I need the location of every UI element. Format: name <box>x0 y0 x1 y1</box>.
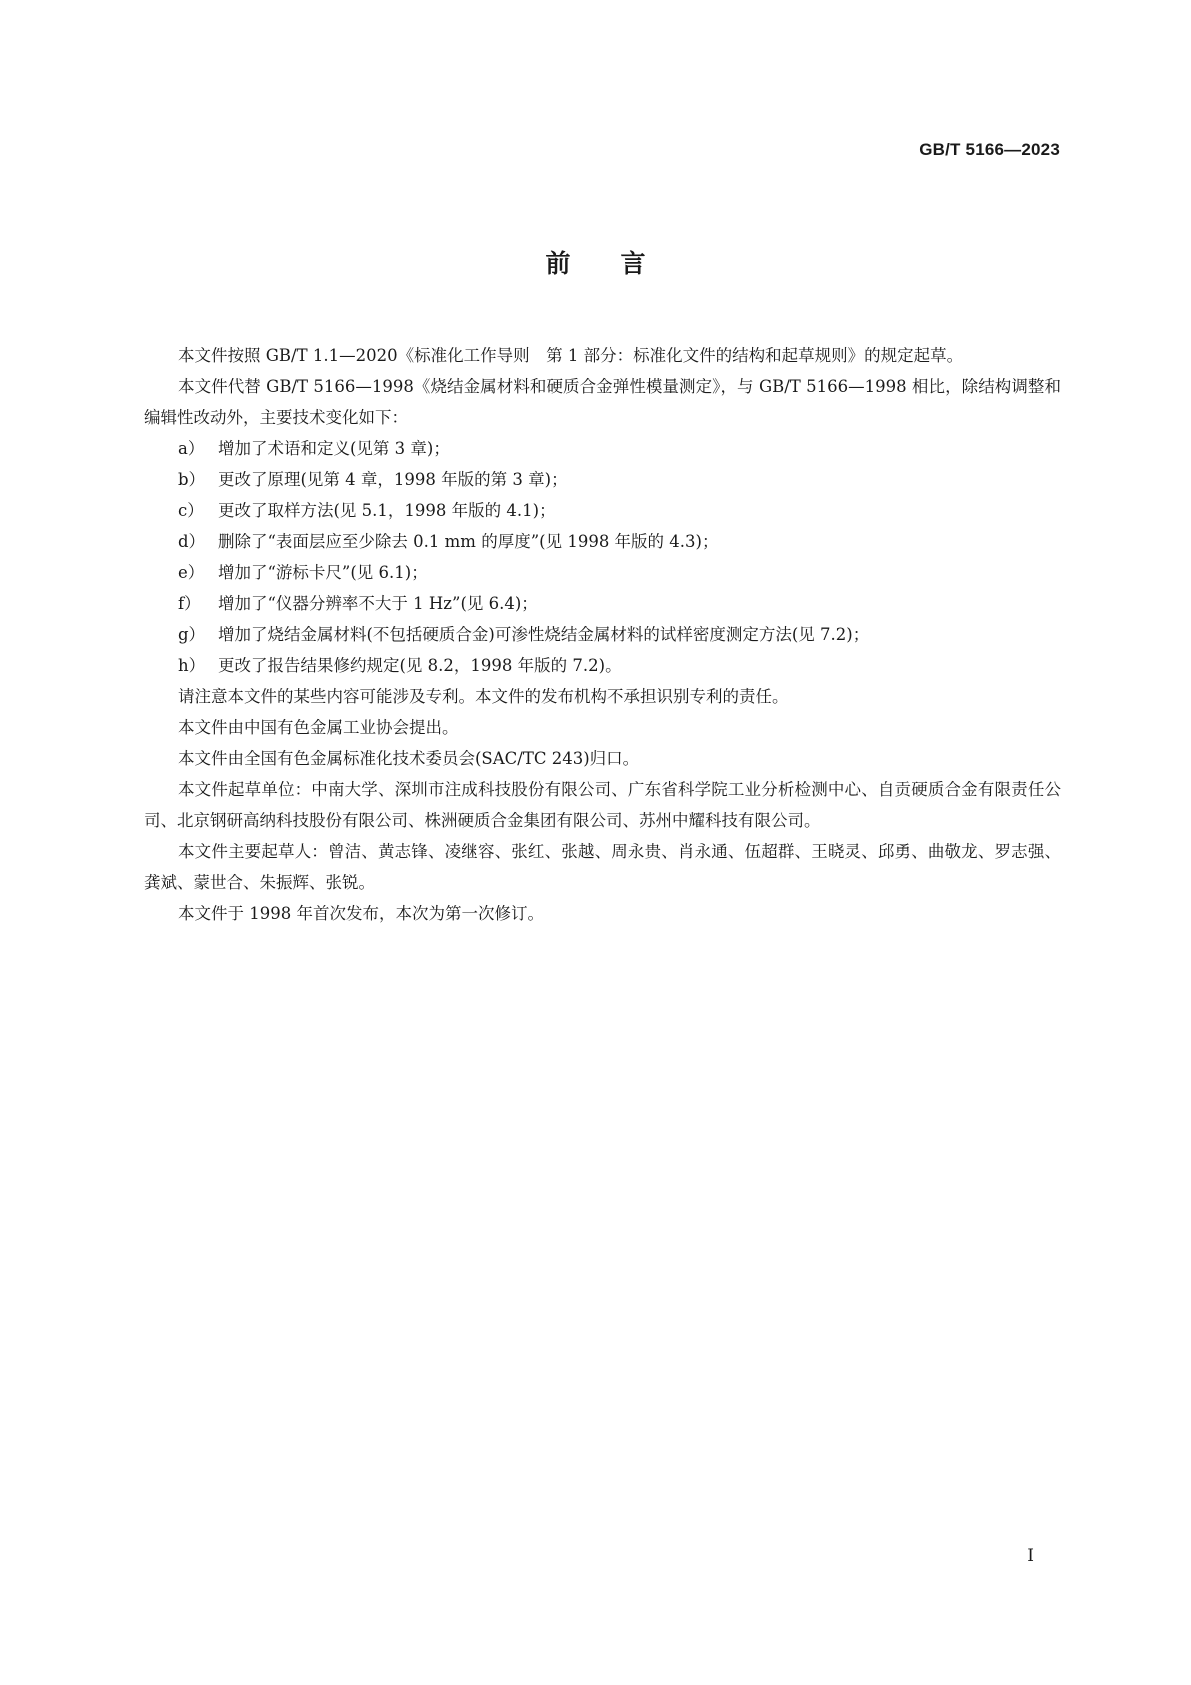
list-item <box>144 650 1061 681</box>
paragraph-proposer: 本文件由中国有色金属工业协会提出。 <box>178 718 459 737</box>
list-item-letter: c） <box>178 501 204 520</box>
paragraph-drafting-basis: 本文件按照 GB/T 1.1—2020《标准化工作导则 第 1 部分：标准化文件的结构和起草规则》的规定起草。 <box>178 346 964 365</box>
list-item-letter: a） <box>178 439 205 458</box>
list-item <box>144 495 1061 526</box>
paragraph-drafters: 本文件主要起草人：曾洁、黄志锋、凌继容、张红、张越、周永贵、肖永通、伍超群、王晓灵、邱勇、曲敬龙、罗志强、龚斌、蒙世合、朱振辉、张锐。 <box>144 842 1061 892</box>
preface-body <box>144 340 1061 929</box>
document-code: GB/T 5166—2023 <box>919 140 1060 159</box>
list-item-text: 增加了烧结金属材料(不包括硬质合金)可渗性烧结金属材料的试样密度测定方法(见 7.2)； <box>218 625 870 644</box>
paragraph-committee: 本文件由全国有色金属标准化技术委员会(SAC/TC 243)归口。 <box>178 749 640 768</box>
list-item-text: 增加了“仪器分辨率不大于 1 Hz”(见 6.4)； <box>218 594 538 613</box>
paragraph-history: 本文件于 1998 年首次发布，本次为第一次修订。 <box>178 904 544 923</box>
list-item <box>144 433 1061 464</box>
list-item-letter: g） <box>178 625 206 644</box>
paragraph-replacement: 本文件代替 GB/T 5166—1998《烧结金属材料和硬质合金弹性模量测定》，与 GB/T 5166—1998 相比，除结构调整和编辑性改动外，主要技术变化如下： <box>144 377 1061 427</box>
list-item-letter: h） <box>178 656 206 675</box>
list-item-text: 增加了术语和定义(见第 3 章)； <box>218 439 450 458</box>
list-item-letter: e） <box>178 563 205 582</box>
list-item <box>144 526 1061 557</box>
list-item <box>144 619 1061 650</box>
list-item-text: 更改了取样方法(见 5.1，1998 年版的 4.1)； <box>218 501 556 520</box>
changes-list <box>144 433 1061 681</box>
list-item <box>144 557 1061 588</box>
list-item-text: 更改了原理(见第 4 章，1998 年版的第 3 章)； <box>218 470 568 489</box>
list-item-letter: f） <box>178 594 201 613</box>
page-title: 前言 <box>545 249 696 278</box>
list-item-text: 更改了报告结果修约规定(见 8.2，1998 年版的 7.2)。 <box>218 656 622 675</box>
list-item-letter: d） <box>178 532 206 551</box>
list-item-text: 增加了“游标卡尺”(见 6.1)； <box>218 563 428 582</box>
paragraph-patent-notice: 请注意本文件的某些内容可能涉及专利。本文件的发布机构不承担识别专利的责任。 <box>178 687 789 706</box>
list-item <box>144 588 1061 619</box>
list-item-letter: b） <box>178 470 206 489</box>
paragraph-drafting-units: 本文件起草单位：中南大学、深圳市注成科技股份有限公司、广东省科学院工业分析检测中心、自贡硬质合金有限责任公司、北京钢研高纳科技股份有限公司、株洲硬质合金集团有限公司、苏州中耀科技有限公司。 <box>144 780 1061 830</box>
list-item <box>144 464 1061 495</box>
page-number: I <box>1027 1546 1034 1566</box>
list-item-text: 删除了“表面层应至少除去 0.1 mm 的厚度”(见 1998 年版的 4.3)； <box>218 532 719 551</box>
